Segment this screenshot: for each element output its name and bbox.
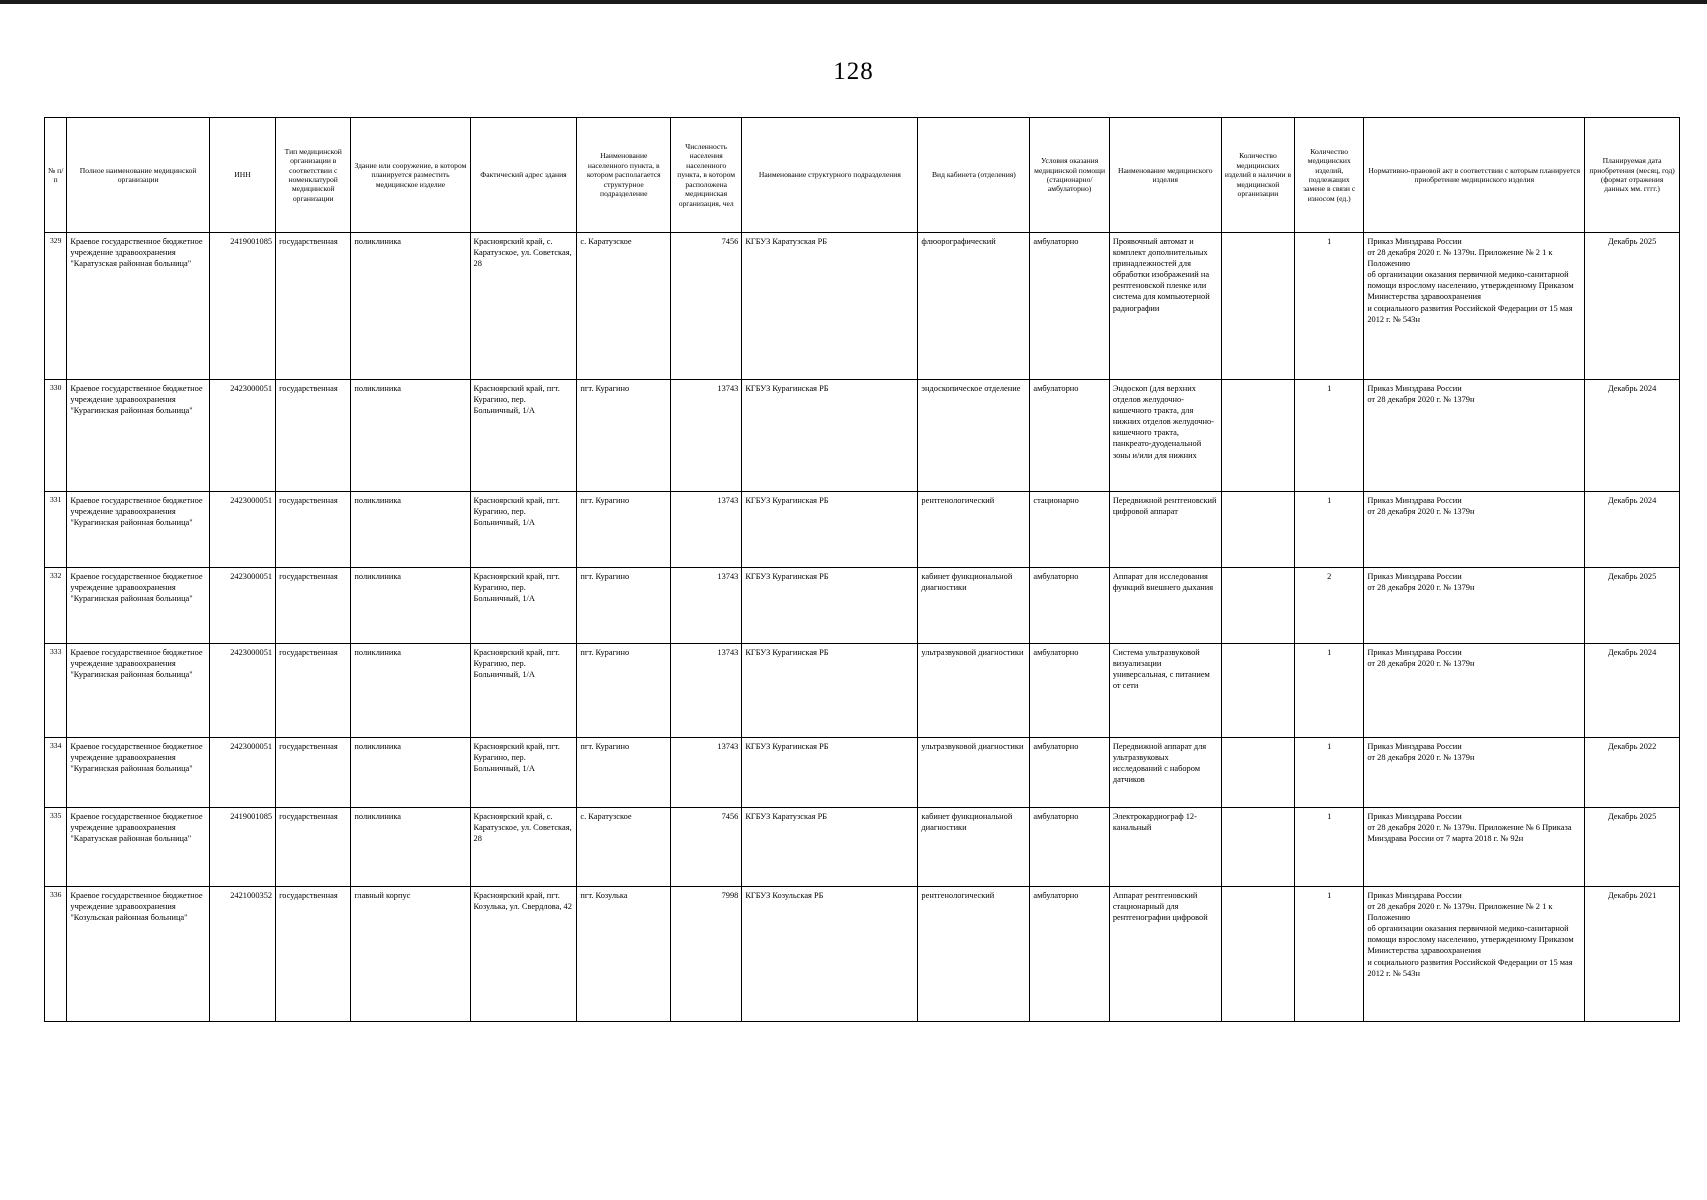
- table-row: [45, 644, 1680, 738]
- locality: пгт. Козулька: [577, 887, 671, 1022]
- org-name: Краевое государственное бюджетное учреждение здравоохранения "Курагинская районная больница": [67, 644, 210, 738]
- planned-date: Декабрь 2025: [1585, 808, 1680, 887]
- top-border: [0, 0, 1707, 4]
- inn: 2423000051: [209, 568, 275, 644]
- row-number: 335: [45, 808, 67, 887]
- header-cell: Наименование населенного пункта, в котором располагается структурное подразделение: [577, 118, 671, 233]
- unit-name: КГБУЗ Курагинская РБ: [742, 644, 918, 738]
- row-number: 329: [45, 233, 67, 380]
- header-cell: Планируемая дата приобретения (месяц, год) (формат отражения данных мм. гггг.): [1585, 118, 1680, 233]
- device-name: Система ультразвуковой визуализации универсальная, с питанием от сети: [1109, 644, 1221, 738]
- legal-act: Приказ Минздрава России от 28 декабря 2020 г. № 1379н. Приложение № 2 1 к Положению об организации оказания первичной медико-санитарной помощи взрослому населению, утвержденному Приказом Министерства здравоохранения и социального развития Российской Федерации от 15 мая 2012 г. № 543н: [1364, 233, 1585, 380]
- legal-act: Приказ Минздрава России от 28 декабря 2020 г. № 1379н: [1364, 568, 1585, 644]
- org-type: государственная: [276, 644, 351, 738]
- care-conditions: амбулаторно: [1030, 644, 1109, 738]
- table-row: [45, 380, 1680, 492]
- legal-act: Приказ Минздрава России от 28 декабря 2020 г. № 1379н: [1364, 380, 1585, 492]
- org-type: государственная: [276, 738, 351, 808]
- unit-name: КГБУЗ Каратузская РБ: [742, 233, 918, 380]
- cabinet-type: ультразвуковой диагностики: [918, 644, 1030, 738]
- legal-act: Приказ Минздрава России от 28 декабря 2020 г. № 1379н: [1364, 738, 1585, 808]
- planned-date: Декабрь 2022: [1585, 738, 1680, 808]
- legal-act: Приказ Минздрава России от 28 декабря 2020 г. № 1379н. Приложение № 2 1 к Положению об организации оказания первичной медико-санитарной помощи взрослому населению, утвержденному Приказом Министерства здравоохранения и социального развития Российской Федерации от 15 мая 2012 г. № 543н: [1364, 887, 1585, 1022]
- population: 13743: [671, 644, 742, 738]
- qty-available: [1221, 568, 1294, 644]
- population: 7456: [671, 233, 742, 380]
- org-name: Краевое государственное бюджетное учреждение здравоохранения "Курагинская районная больница": [67, 568, 210, 644]
- inn: 2419001085: [209, 233, 275, 380]
- address: Красноярский край, пгт. Козулька, ул. Свердлова, 42: [470, 887, 577, 1022]
- org-type: государственная: [276, 568, 351, 644]
- address: Красноярский край, пгт. Курагино, пер. Больничный, 1/А: [470, 738, 577, 808]
- org-name: Краевое государственное бюджетное учреждение здравоохранения "Каратузская районная больница": [67, 233, 210, 380]
- locality: пгт. Курагино: [577, 738, 671, 808]
- org-type: государственная: [276, 492, 351, 568]
- device-name: Передвижной аппарат для ультразвуковых исследований с набором датчиков: [1109, 738, 1221, 808]
- planned-date: Декабрь 2021: [1585, 887, 1680, 1022]
- cabinet-type: рентгенологический: [918, 492, 1030, 568]
- header-cell: Количество медицинских изделий, подлежащих замене в связи с износом (ед.): [1295, 118, 1364, 233]
- locality: с. Каратузское: [577, 808, 671, 887]
- header-cell: Вид кабинета (отделения): [918, 118, 1030, 233]
- table-row: [45, 738, 1680, 808]
- device-name: Аппарат для исследования функций внешнего дыхания: [1109, 568, 1221, 644]
- planned-date: Декабрь 2024: [1585, 644, 1680, 738]
- care-conditions: амбулаторно: [1030, 808, 1109, 887]
- qty-available: [1221, 887, 1294, 1022]
- qty-available: [1221, 644, 1294, 738]
- building: поликлиника: [351, 492, 470, 568]
- qty-available: [1221, 738, 1294, 808]
- address: Красноярский край, пгт. Курагино, пер. Больничный, 1/А: [470, 380, 577, 492]
- org-name: Краевое государственное бюджетное учреждение здравоохранения "Курагинская районная больница": [67, 380, 210, 492]
- unit-name: КГБУЗ Курагинская РБ: [742, 492, 918, 568]
- device-name: Эндоскоп (для верхних отделов желудочно-кишечного тракта, для нижних отделов желудочно-кишечного тракта, панкреато-дуоденальной зоны и/или для нижних: [1109, 380, 1221, 492]
- unit-name: КГБУЗ Курагинская РБ: [742, 738, 918, 808]
- qty-replace: 1: [1295, 492, 1364, 568]
- building: поликлиника: [351, 380, 470, 492]
- population: 13743: [671, 738, 742, 808]
- table-row: [45, 233, 1680, 380]
- cabinet-type: ультразвуковой диагностики: [918, 738, 1030, 808]
- inn: 2421000352: [209, 887, 275, 1022]
- building: поликлиника: [351, 738, 470, 808]
- header-cell: Фактический адрес здания: [470, 118, 577, 233]
- cabinet-type: кабинет функциональной диагностики: [918, 808, 1030, 887]
- care-conditions: амбулаторно: [1030, 568, 1109, 644]
- header-cell: Наименование структурного подразделения: [742, 118, 918, 233]
- qty-replace: 1: [1295, 738, 1364, 808]
- header-cell: ИНН: [209, 118, 275, 233]
- row-number: 333: [45, 644, 67, 738]
- building: поликлиника: [351, 233, 470, 380]
- locality: пгт. Курагино: [577, 380, 671, 492]
- table-row: [45, 492, 1680, 568]
- header-cell: Тип медицинской организации в соответствии с номенклатурой медицинской организации: [276, 118, 351, 233]
- care-conditions: амбулаторно: [1030, 738, 1109, 808]
- device-name: Аппарат рентгеновский стационарный для рентгенографии цифровой: [1109, 887, 1221, 1022]
- care-conditions: амбулаторно: [1030, 887, 1109, 1022]
- device-name: Электрокардиограф 12-канальный: [1109, 808, 1221, 887]
- unit-name: КГБУЗ Курагинская РБ: [742, 568, 918, 644]
- population: 13743: [671, 380, 742, 492]
- row-number: 331: [45, 492, 67, 568]
- care-conditions: амбулаторно: [1030, 233, 1109, 380]
- building: главный корпус: [351, 887, 470, 1022]
- qty-available: [1221, 808, 1294, 887]
- header-cell: Численность населения населенного пункта, в котором расположена медицинская организация, чел: [671, 118, 742, 233]
- planned-date: Декабрь 2025: [1585, 233, 1680, 380]
- care-conditions: амбулаторно: [1030, 380, 1109, 492]
- cabinet-type: рентгенологический: [918, 887, 1030, 1022]
- address: Красноярский край, пгт. Курагино, пер. Больничный, 1/А: [470, 568, 577, 644]
- address: Красноярский край, пгт. Курагино, пер. Больничный, 1/А: [470, 492, 577, 568]
- legal-act: Приказ Минздрава России от 28 декабря 2020 г. № 1379н: [1364, 644, 1585, 738]
- qty-available: [1221, 492, 1294, 568]
- org-type: государственная: [276, 380, 351, 492]
- header-cell: Условия оказания медицинской помощи (стационарно/ амбулаторно): [1030, 118, 1109, 233]
- org-type: государственная: [276, 808, 351, 887]
- address: Красноярский край, пгт. Курагино, пер. Больничный, 1/А: [470, 644, 577, 738]
- org-name: Краевое государственное бюджетное учреждение здравоохранения "Каратузская районная больница": [67, 808, 210, 887]
- inn: 2423000051: [209, 644, 275, 738]
- table-row: [45, 808, 1680, 887]
- header-cell: Наименование медицинского изделия: [1109, 118, 1221, 233]
- population: 13743: [671, 492, 742, 568]
- cabinet-type: флюорографический: [918, 233, 1030, 380]
- legal-act: Приказ Минздрава России от 28 декабря 2020 г. № 1379н. Приложение № 6 Приказа Минздрава России от 7 марта 2018 г. № 92н: [1364, 808, 1585, 887]
- org-name: Краевое государственное бюджетное учреждение здравоохранения "Курагинская районная больница": [67, 738, 210, 808]
- unit-name: КГБУЗ Курагинская РБ: [742, 380, 918, 492]
- building: поликлиника: [351, 808, 470, 887]
- care-conditions: стационарно: [1030, 492, 1109, 568]
- unit-name: КГБУЗ Каратузская РБ: [742, 808, 918, 887]
- qty-replace: 1: [1295, 233, 1364, 380]
- locality: с. Каратузское: [577, 233, 671, 380]
- planned-date: Декабрь 2024: [1585, 492, 1680, 568]
- building: поликлиника: [351, 568, 470, 644]
- org-type: государственная: [276, 887, 351, 1022]
- table-row: [45, 568, 1680, 644]
- header-cell: Здание или сооружение, в котором планируется разместить медицинское изделие: [351, 118, 470, 233]
- org-name: Краевое государственное бюджетное учреждение здравоохранения "Курагинская районная больница": [67, 492, 210, 568]
- building: поликлиника: [351, 644, 470, 738]
- table-header-row: [45, 118, 1680, 233]
- device-name: Проявочный автомат и комплект дополнительных принадлежностей для обработки изображений на рентгеновской пленке или система для компьютерной радиографии: [1109, 233, 1221, 380]
- unit-name: КГБУЗ Козульская РБ: [742, 887, 918, 1022]
- address: Красноярский край, с. Каратузское, ул. Советская, 28: [470, 233, 577, 380]
- locality: пгт. Курагино: [577, 568, 671, 644]
- header-cell: Полное наименование медицинской организации: [67, 118, 210, 233]
- org-type: государственная: [276, 233, 351, 380]
- page-number: 128: [833, 58, 874, 85]
- legal-act: Приказ Минздрава России от 28 декабря 2020 г. № 1379н: [1364, 492, 1585, 568]
- qty-available: [1221, 380, 1294, 492]
- address: Красноярский край, с. Каратузское, ул. Советская, 28: [470, 808, 577, 887]
- cabinet-type: эндоскопическое отделение: [918, 380, 1030, 492]
- planned-date: Декабрь 2024: [1585, 380, 1680, 492]
- qty-replace: 1: [1295, 808, 1364, 887]
- qty-replace: 1: [1295, 887, 1364, 1022]
- qty-replace: 1: [1295, 380, 1364, 492]
- header-cell: № п/п: [45, 118, 67, 233]
- inn: 2419001085: [209, 808, 275, 887]
- org-name: Краевое государственное бюджетное учреждение здравоохранения "Козульская районная больница": [67, 887, 210, 1022]
- population: 7456: [671, 808, 742, 887]
- header-cell: Нормативно-правовой акт в соответствии с которым планируется приобретение медицинского изделия: [1364, 118, 1585, 233]
- locality: пгт. Курагино: [577, 644, 671, 738]
- device-name: Передвижной рентгеновский цифровой аппарат: [1109, 492, 1221, 568]
- inn: 2423000051: [209, 380, 275, 492]
- row-number: 332: [45, 568, 67, 644]
- cabinet-type: кабинет функциональной диагностики: [918, 568, 1030, 644]
- row-number: 334: [45, 738, 67, 808]
- locality: пгт. Курагино: [577, 492, 671, 568]
- qty-replace: 1: [1295, 644, 1364, 738]
- equipment-table: [44, 117, 1680, 1022]
- qty-available: [1221, 233, 1294, 380]
- header-cell: Количество медицинских изделий в наличии в медицинской организации: [1221, 118, 1294, 233]
- inn: 2423000051: [209, 492, 275, 568]
- row-number: 330: [45, 380, 67, 492]
- planned-date: Декабрь 2025: [1585, 568, 1680, 644]
- row-number: 336: [45, 887, 67, 1022]
- population: 13743: [671, 568, 742, 644]
- inn: 2423000051: [209, 738, 275, 808]
- table-row: [45, 887, 1680, 1022]
- qty-replace: 2: [1295, 568, 1364, 644]
- population: 7998: [671, 887, 742, 1022]
